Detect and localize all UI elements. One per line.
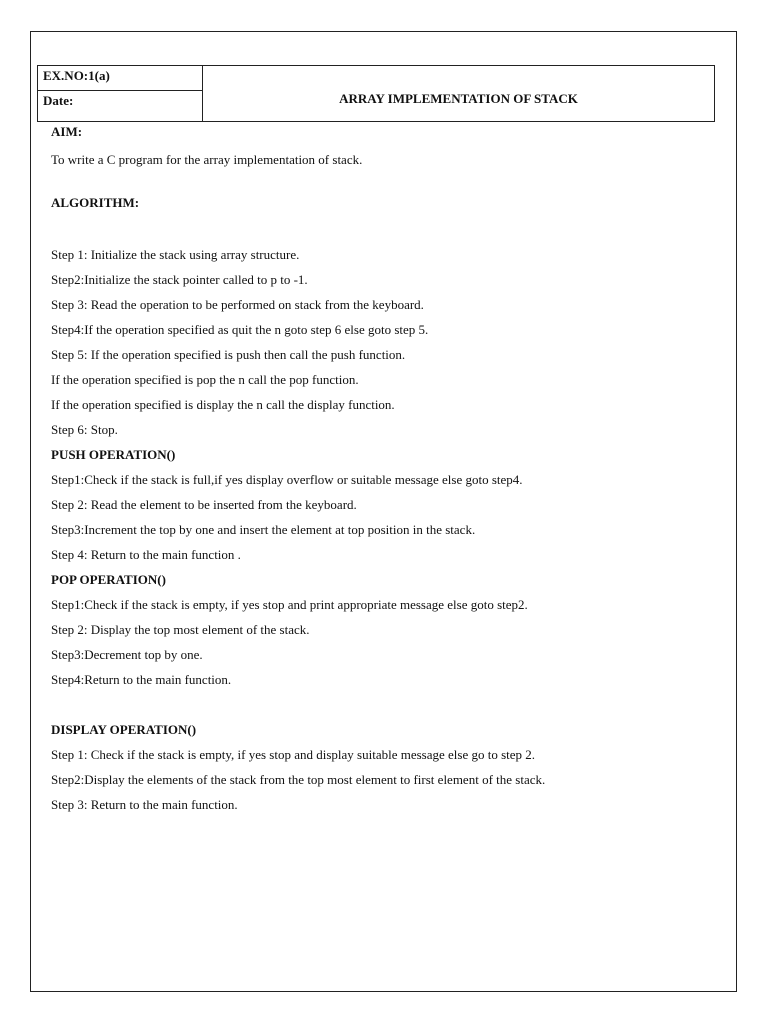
exercise-number: EX.NO:1(a): [38, 66, 202, 91]
algorithm-step: Step 1: Initialize the stack using array structure.: [51, 247, 300, 262]
pop-step: Step3:Decrement top by one.: [51, 647, 203, 662]
pop-heading: POP OPERATION(): [51, 572, 166, 587]
display-step: Step 1: Check if the stack is empty, if yes stop and display suitable message else go to step 2.: [51, 747, 536, 762]
push-step: Step 4: Return to the main function .: [51, 547, 241, 562]
algorithm-step: If the operation specified is pop the n call the pop function.: [51, 372, 359, 387]
header-table: [37, 65, 715, 122]
date-label: Date:: [43, 93, 74, 108]
pop-step: Step4:Return to the main function.: [51, 672, 232, 687]
push-step: Step1:Check if the stack is full,if yes display overflow or suitable message else goto step4.: [51, 472, 523, 487]
algorithm-heading: ALGORITHM:: [51, 195, 140, 210]
header-left-column: [38, 66, 203, 121]
aim-heading: AIM:: [51, 124, 83, 139]
aim-text: To write a C program for the array implementation of stack.: [51, 152, 363, 167]
push-heading: PUSH OPERATION(): [51, 447, 176, 462]
push-step: Step3:Increment the top by one and insert the element at top position in the stack.: [51, 522, 476, 537]
display-step: Step 3: Return to the main function.: [51, 797, 238, 812]
algorithm-step: Step 5: If the operation specified is push then call the push function.: [51, 347, 406, 362]
display-step: Step2:Display the elements of the stack from the top most element to first element of the stack.: [51, 772, 546, 787]
algorithm-step: Step4:If the operation specified as quit the n goto step 6 else goto step 5.: [51, 322, 429, 337]
algorithm-step: Step 6: Stop.: [51, 422, 118, 437]
document-title: ARRAY IMPLEMENTATION OF STACK: [339, 91, 578, 106]
algorithm-step: Step2:Initialize the stack pointer called to p to -1.: [51, 272, 308, 287]
algorithm-step: Step 3: Read the operation to be performed on stack from the keyboard.: [51, 297, 424, 312]
pop-step: Step1:Check if the stack is empty, if yes stop and print appropriate message else goto step2.: [51, 597, 528, 612]
push-step: Step 2: Read the element to be inserted from the keyboard.: [51, 497, 357, 512]
algorithm-step: If the operation specified is display the n call the display function.: [51, 397, 395, 412]
pop-step: Step 2: Display the top most element of the stack.: [51, 622, 310, 637]
document-body: [51, 123, 711, 817]
display-heading: DISPLAY OPERATION(): [51, 722, 197, 737]
